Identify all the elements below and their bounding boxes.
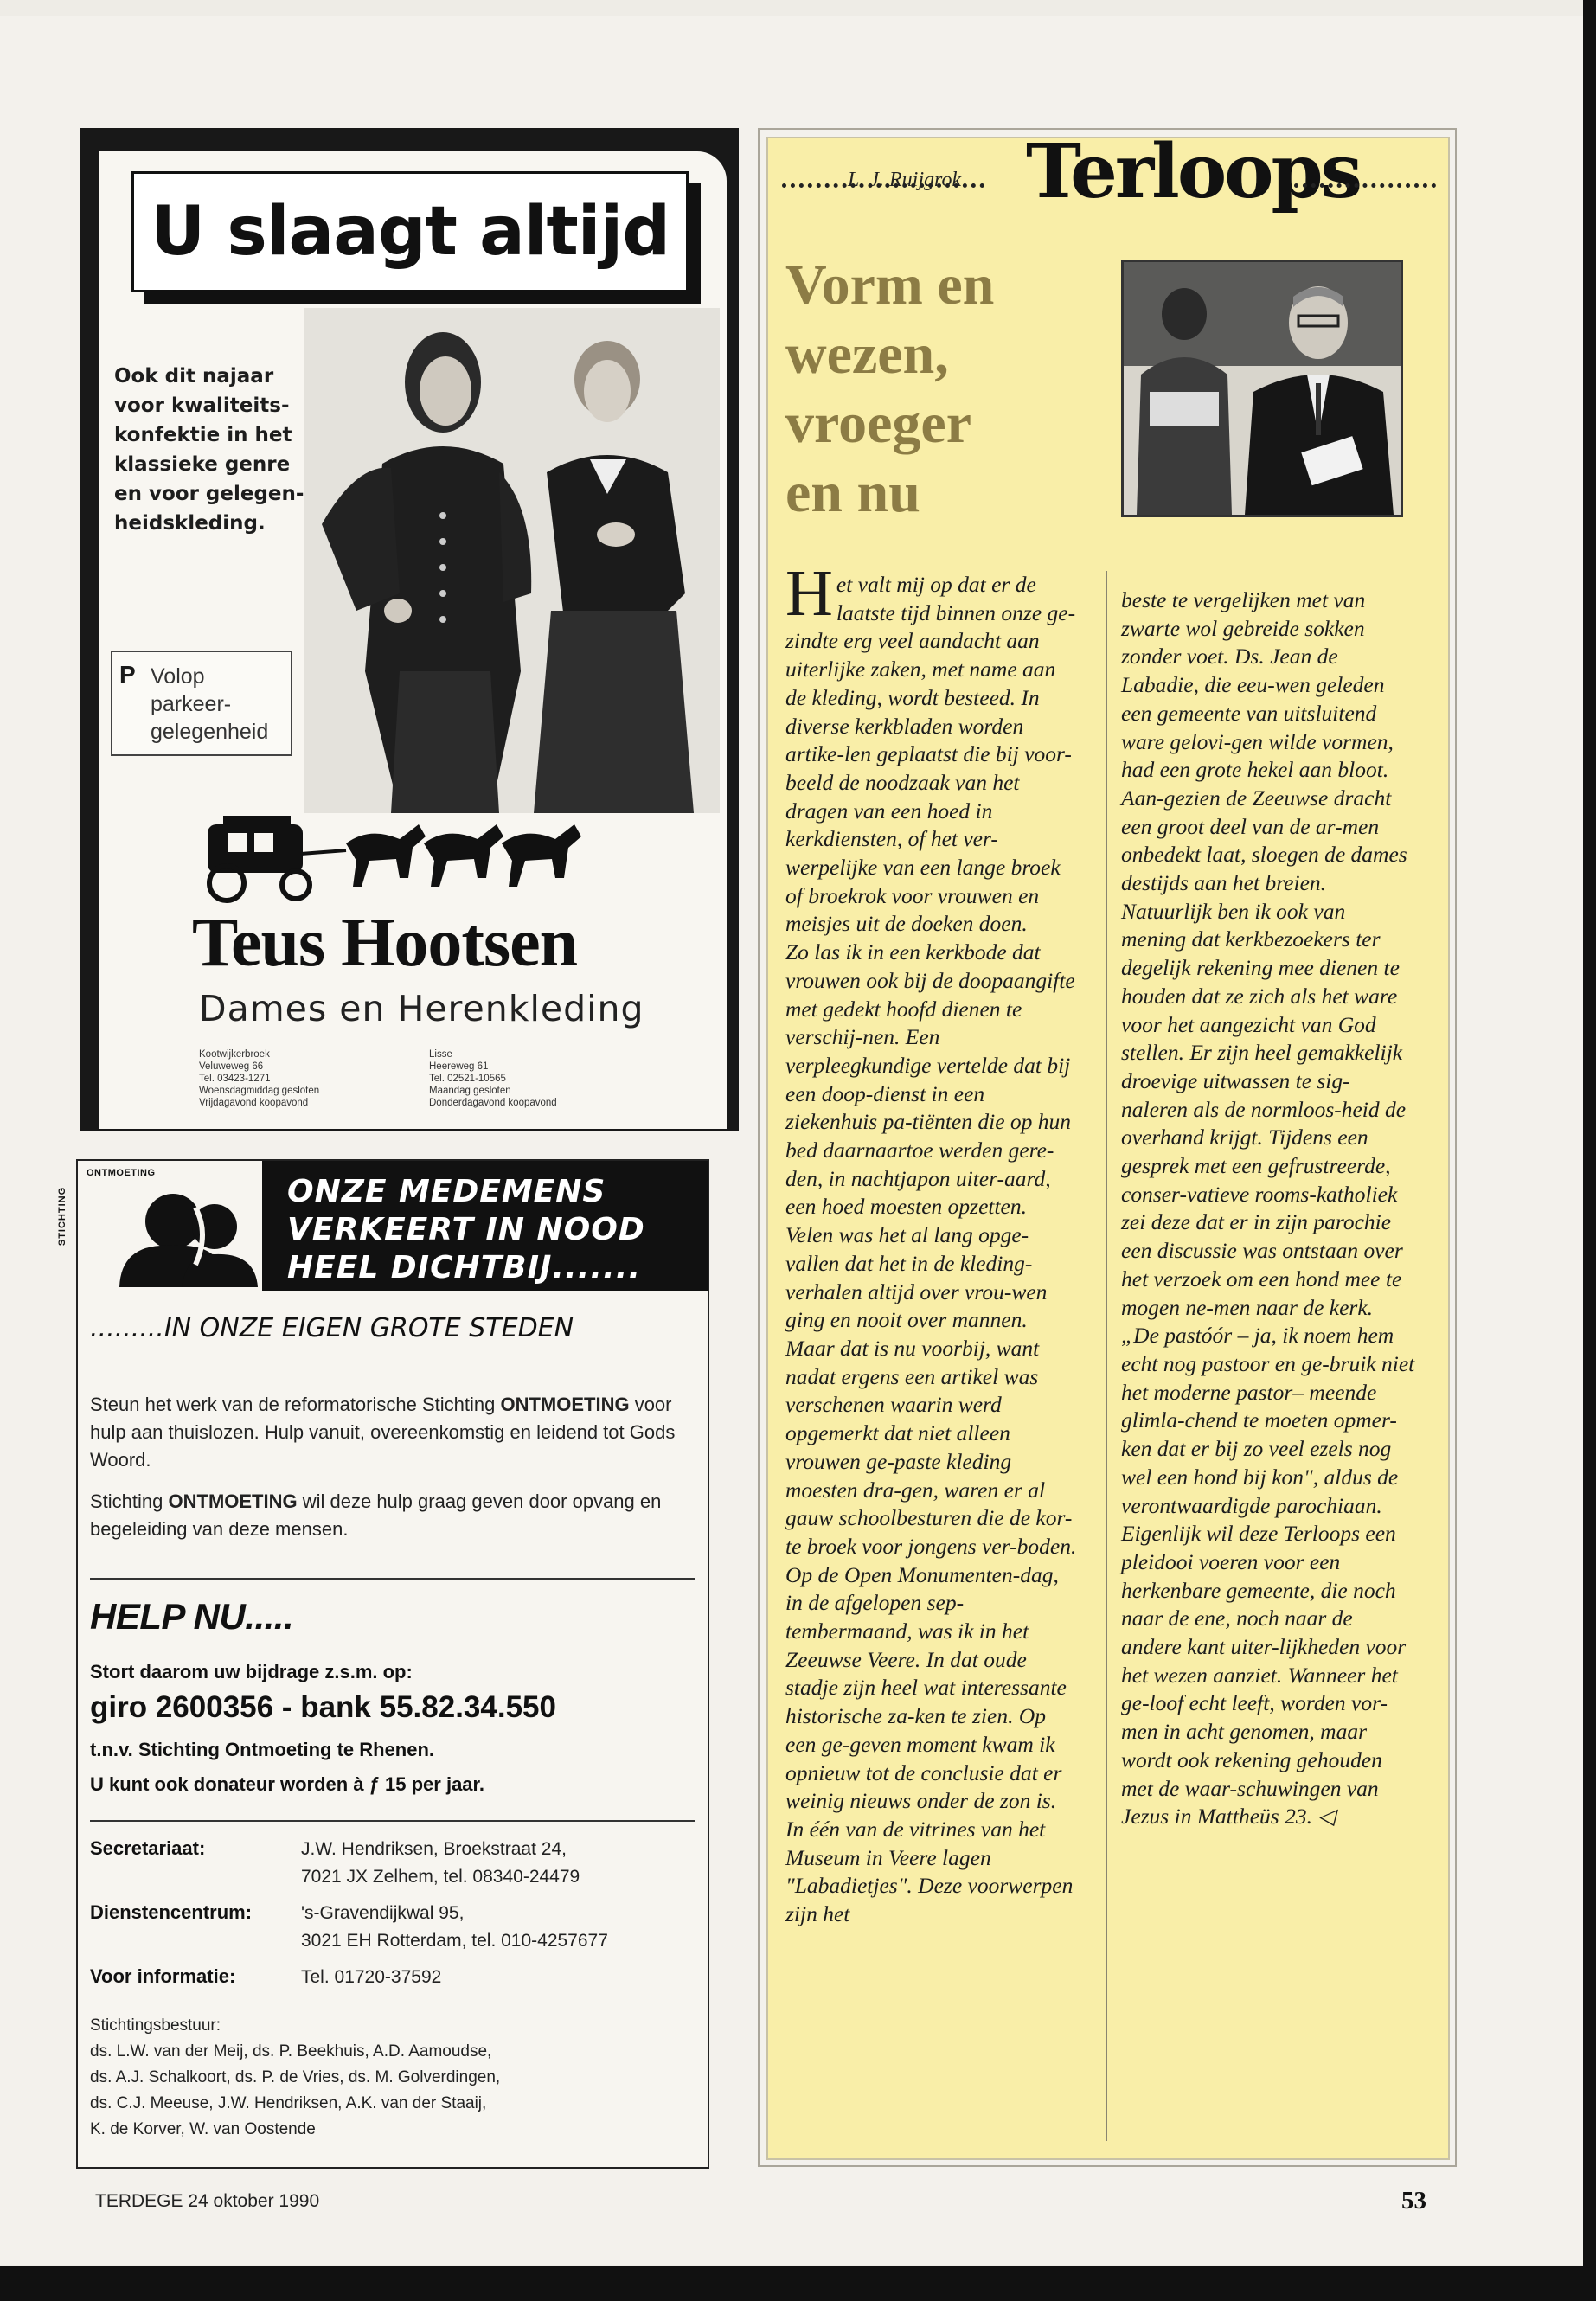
fashion-photo [304,308,720,813]
author-portrait-illustration [1124,262,1401,515]
board-line: K. de Korver, W. van Oostende [90,2120,316,2138]
horse-carriage-logo-icon [192,800,590,904]
store-phone: Tel. 02521-10565 [429,1074,506,1084]
donation-instruction: Stort daarom uw bijdrage z.s.m. op: [90,1661,413,1682]
fashion-ad-left-bar [80,128,99,984]
column-series-title: Terloops [1026,128,1361,215]
contact-line: 7021 JX Zelhem, tel. 08340-24479 [301,1867,580,1887]
foundation-headline-line: VERKEERT IN NOOD [287,1212,645,1247]
article-text-right [1121,586,1415,1831]
article-paragraph: Eigenlijk wil deze Terloops een pleidooi voeren voor een herkenbare gemeente, die noch naar de ene, noch naar de andere kant uiter-lijkheden voor het wezen aanziet. Wanneer het ge-loof echt leeft, worden vor-men in acht genomen, maar wordt ook rekening gehouden met de waar-schuwingen van Jezus in Mattheüs 23. ◁ [1121,1521,1407,1830]
store-name: Lisse [429,1049,452,1060]
contact-value [301,1900,608,1955]
foundation-logo-area [57,1161,262,1291]
store-lisse [429,1048,557,1109]
scan-border-bottom [0,2266,1596,2301]
article-paragraph: Natuurlijk ben ik ook van mening dat kerkbezoekers ter degelijk rekening mee dienen te houden dat ze zich als het ware voor het aangezicht van God stellen. Er zijn heel gemakkelijk droevige uitwassen te sig-naleren als de normloos-heid de overhand krijgt. Tijdens een gesprek met een gefrustreerde, conser-vatieve rooms-katholiek zei deze dat er in zijn parochie een discussie was ontstaan over het verzoek om een hond mee te mogen ne-men naar de kerk. „De pastóór – ja, ik noem hem echt nog pastoor en ge-bruik niet het moderne pastor– meende glimla-chend te moeten opmer-ken dat er bij zo veel ezels nog wel een hond bij kon", aldus de verontwaardigde parochiaan. [1121,898,1415,1518]
store-note: Vrijdagavond koopavond [199,1098,309,1108]
contact-value [301,1836,580,1891]
store-name: Kootwijkerbroek [199,1049,270,1060]
para-text: Steun het werk van de reformatorische Stichting [90,1394,501,1415]
contact-line: 3021 EH Rotterdam, tel. 010-4257677 [301,1931,608,1951]
foundation-headline-line: ONZE MEDEMENS [287,1174,606,1209]
para-bold: ONTMOETING [500,1394,630,1415]
parking-icon: P [119,661,136,688]
store-address: Veluweweg 66 [199,1061,264,1072]
brand-subtitle: Dames en Herenkleding [199,988,644,1029]
para-text: Stichting [90,1490,169,1512]
store-note: Maandag gesloten [429,1086,511,1096]
article-paragraph: Velen was het al lang opge-vallen dat het in de kleding-verhalen altijd over vrou-wen ging en nooit over mannen. Maar dat is nu voorbij, want nadat ergens een artikel was verschenen waarin werd opgemerkt dat niet alleen vrouwen ge-paste kleding moesten dra-gen, waren er al gauw schoolbesturen die de kor-te broek voor jongens ver-boden. [785,1222,1077,1559]
foundation-paragraph-1 [90,1391,695,1474]
column-separator [1106,571,1107,2141]
title-line: en nu [785,461,920,524]
contact-value [301,1964,441,1991]
brand-name: Teus Hootsen [192,905,578,981]
board-members [90,2013,695,2143]
donor-offer: U kunt ook donateur worden à ƒ 15 per jaar. [90,1773,485,1795]
contact-label: Voor informatie: [90,1965,236,1987]
foundation-logo-label: ONTMOETING [87,1168,156,1178]
store-kootwijkerbroek [199,1048,319,1109]
column-author: L. J. Ruijgrok [848,169,962,191]
para-text: wil deze hulp graag geven door opvang en begeleiding van deze mensen. [90,1490,662,1540]
account-holder: t.n.v. Stichting Ontmoeting te Rhenen. [90,1739,435,1760]
board-line: ds. C.J. Meeuse, J.W. Hendriksen, A.K. van der Staaij, [90,2094,487,2112]
two-women-photo-illustration [304,308,720,813]
divider [90,1578,695,1580]
store-note: Donderdagavond koopavond [429,1098,557,1108]
foundation-side-label: STICHTING [57,1186,68,1247]
contact-label: Secretariaat: [90,1837,206,1859]
board-line: ds. L.W. van der Meij, ds. P. Beekhuis, A.D. Aamoudse, [90,2042,492,2061]
fashion-ad-headline-box [131,171,689,292]
article-paragraph: Op de Open Monumenten-dag, in de afgelopen sep-tembermaand, was ik in het Zeeuwse Veere. In dat oude stadje zijn heel wat interessante historische za-ken te zien. Op een ge-geven moment kwam ik opnieuw tot de conclusie dat er weinig nieuws onder de zon is. In één van de vitrines van het Museum in Veere lagen "Labadietjes". Deze voorwerpen zijn het [785,1561,1074,1927]
foundation-logo-icon [112,1182,260,1287]
board-label: Stichtingsbestuur: [90,2016,221,2035]
article-paragraph [785,557,1080,939]
article-paragraph: beste te vergelijken met van zwarte wol gebreide sokken zonder voet. Ds. Jean de Labadie, die eeu-wen geleden een gemeente van uitsluitend ware gelovi-gen wilde vormen, had een grote hekel aan bloot. Aan-gezien de Zeeuwse dracht een groot deel van de ar-men onbedekt laat, sloegen de dames destijds aan het breien. [1121,587,1407,896]
article-text-left [785,557,1080,1929]
fashion-ad-copy: Ook dit najaar voor kwaliteits-konfektie in het klassieke genre en voor gelegen-heidskleding. [114,365,304,535]
foundation-headline-line: HEEL DICHTBIJ....... [287,1250,642,1285]
title-line: vroeger [785,392,971,455]
board-line: ds. A.J. Schalkoort, ds. P. de Vries, ds. M. Golverdingen, [90,2068,501,2086]
foundation-subhead: .........IN ONZE EIGEN GROTE STEDEN [90,1313,574,1343]
author-portrait [1121,260,1403,517]
drop-cap: H [785,557,833,630]
help-now-heading: HELP NU..... [90,1596,294,1637]
contact-line: Tel. 01720-37592 [301,1967,442,1987]
store-address: Heereweg 61 [429,1061,489,1072]
article-paragraph: Zo las ik in een kerkbode dat vrouwen ook bij de doopaangifte met gedekt hoofd dienen te verschij-nen. Een verpleegkundige vertelde dat bij een doop-dienst in een ziekenhuis pa-tiënten die op hun bed daarnaartoe werden gere-den, in nachtjapon uiter-aard, een hoed moesten opzetten. [785,939,1075,1220]
contact-line: J.W. Hendriksen, Broekstraat 24, [301,1839,567,1859]
fashion-ad-headline: U slaagt altijd [150,193,670,271]
foundation-ad [57,1159,709,2169]
article-title [785,251,1097,528]
contact-label: Dienstencentrum: [90,1901,253,1923]
parking-box [111,651,292,756]
page-number: 53 [1401,2187,1426,2214]
account-numbers: giro 2600356 - bank 55.82.34.550 [90,1690,556,1724]
store-note: Woensdagmiddag gesloten [199,1086,320,1096]
title-line: wezen, [785,323,949,386]
scan-border-right [1583,0,1596,2301]
divider [90,1820,695,1822]
para-bold: ONTMOETING [168,1490,298,1512]
foundation-headline [287,1173,702,1287]
title-line: Vorm en [785,253,995,317]
publication-line: TERDEGE 24 oktober 1990 [95,2191,320,2211]
store-phone: Tel. 03423-1271 [199,1074,271,1084]
paragraph-text: et valt mij op dat er de laatste tijd binnen onze ge-zindte erg veel aandacht aan uiterlijke zaken, met name aan de kleding, wordt besteed. In diverse kerkbladen worden artike-len geplaatst die bij voor-beeld de noodzaak van het dragen van een hoed in kerkdiensten, of het ver-werpelijke van een lange broek of broekrok voor vrouwen en meisjes uit de doeken doen. [785,572,1076,937]
foundation-paragraph-2 [90,1488,695,1543]
dotted-rule [1294,183,1436,188]
parking-text: Volop parkeer-gelegenheid [151,664,269,744]
para-text: voor hulp aan thuislozen. Hulp vanuit, overeenkomstig en leidend tot Gods Woord. [90,1394,676,1471]
contact-line: 's-Gravendijkwal 95, [301,1903,465,1923]
